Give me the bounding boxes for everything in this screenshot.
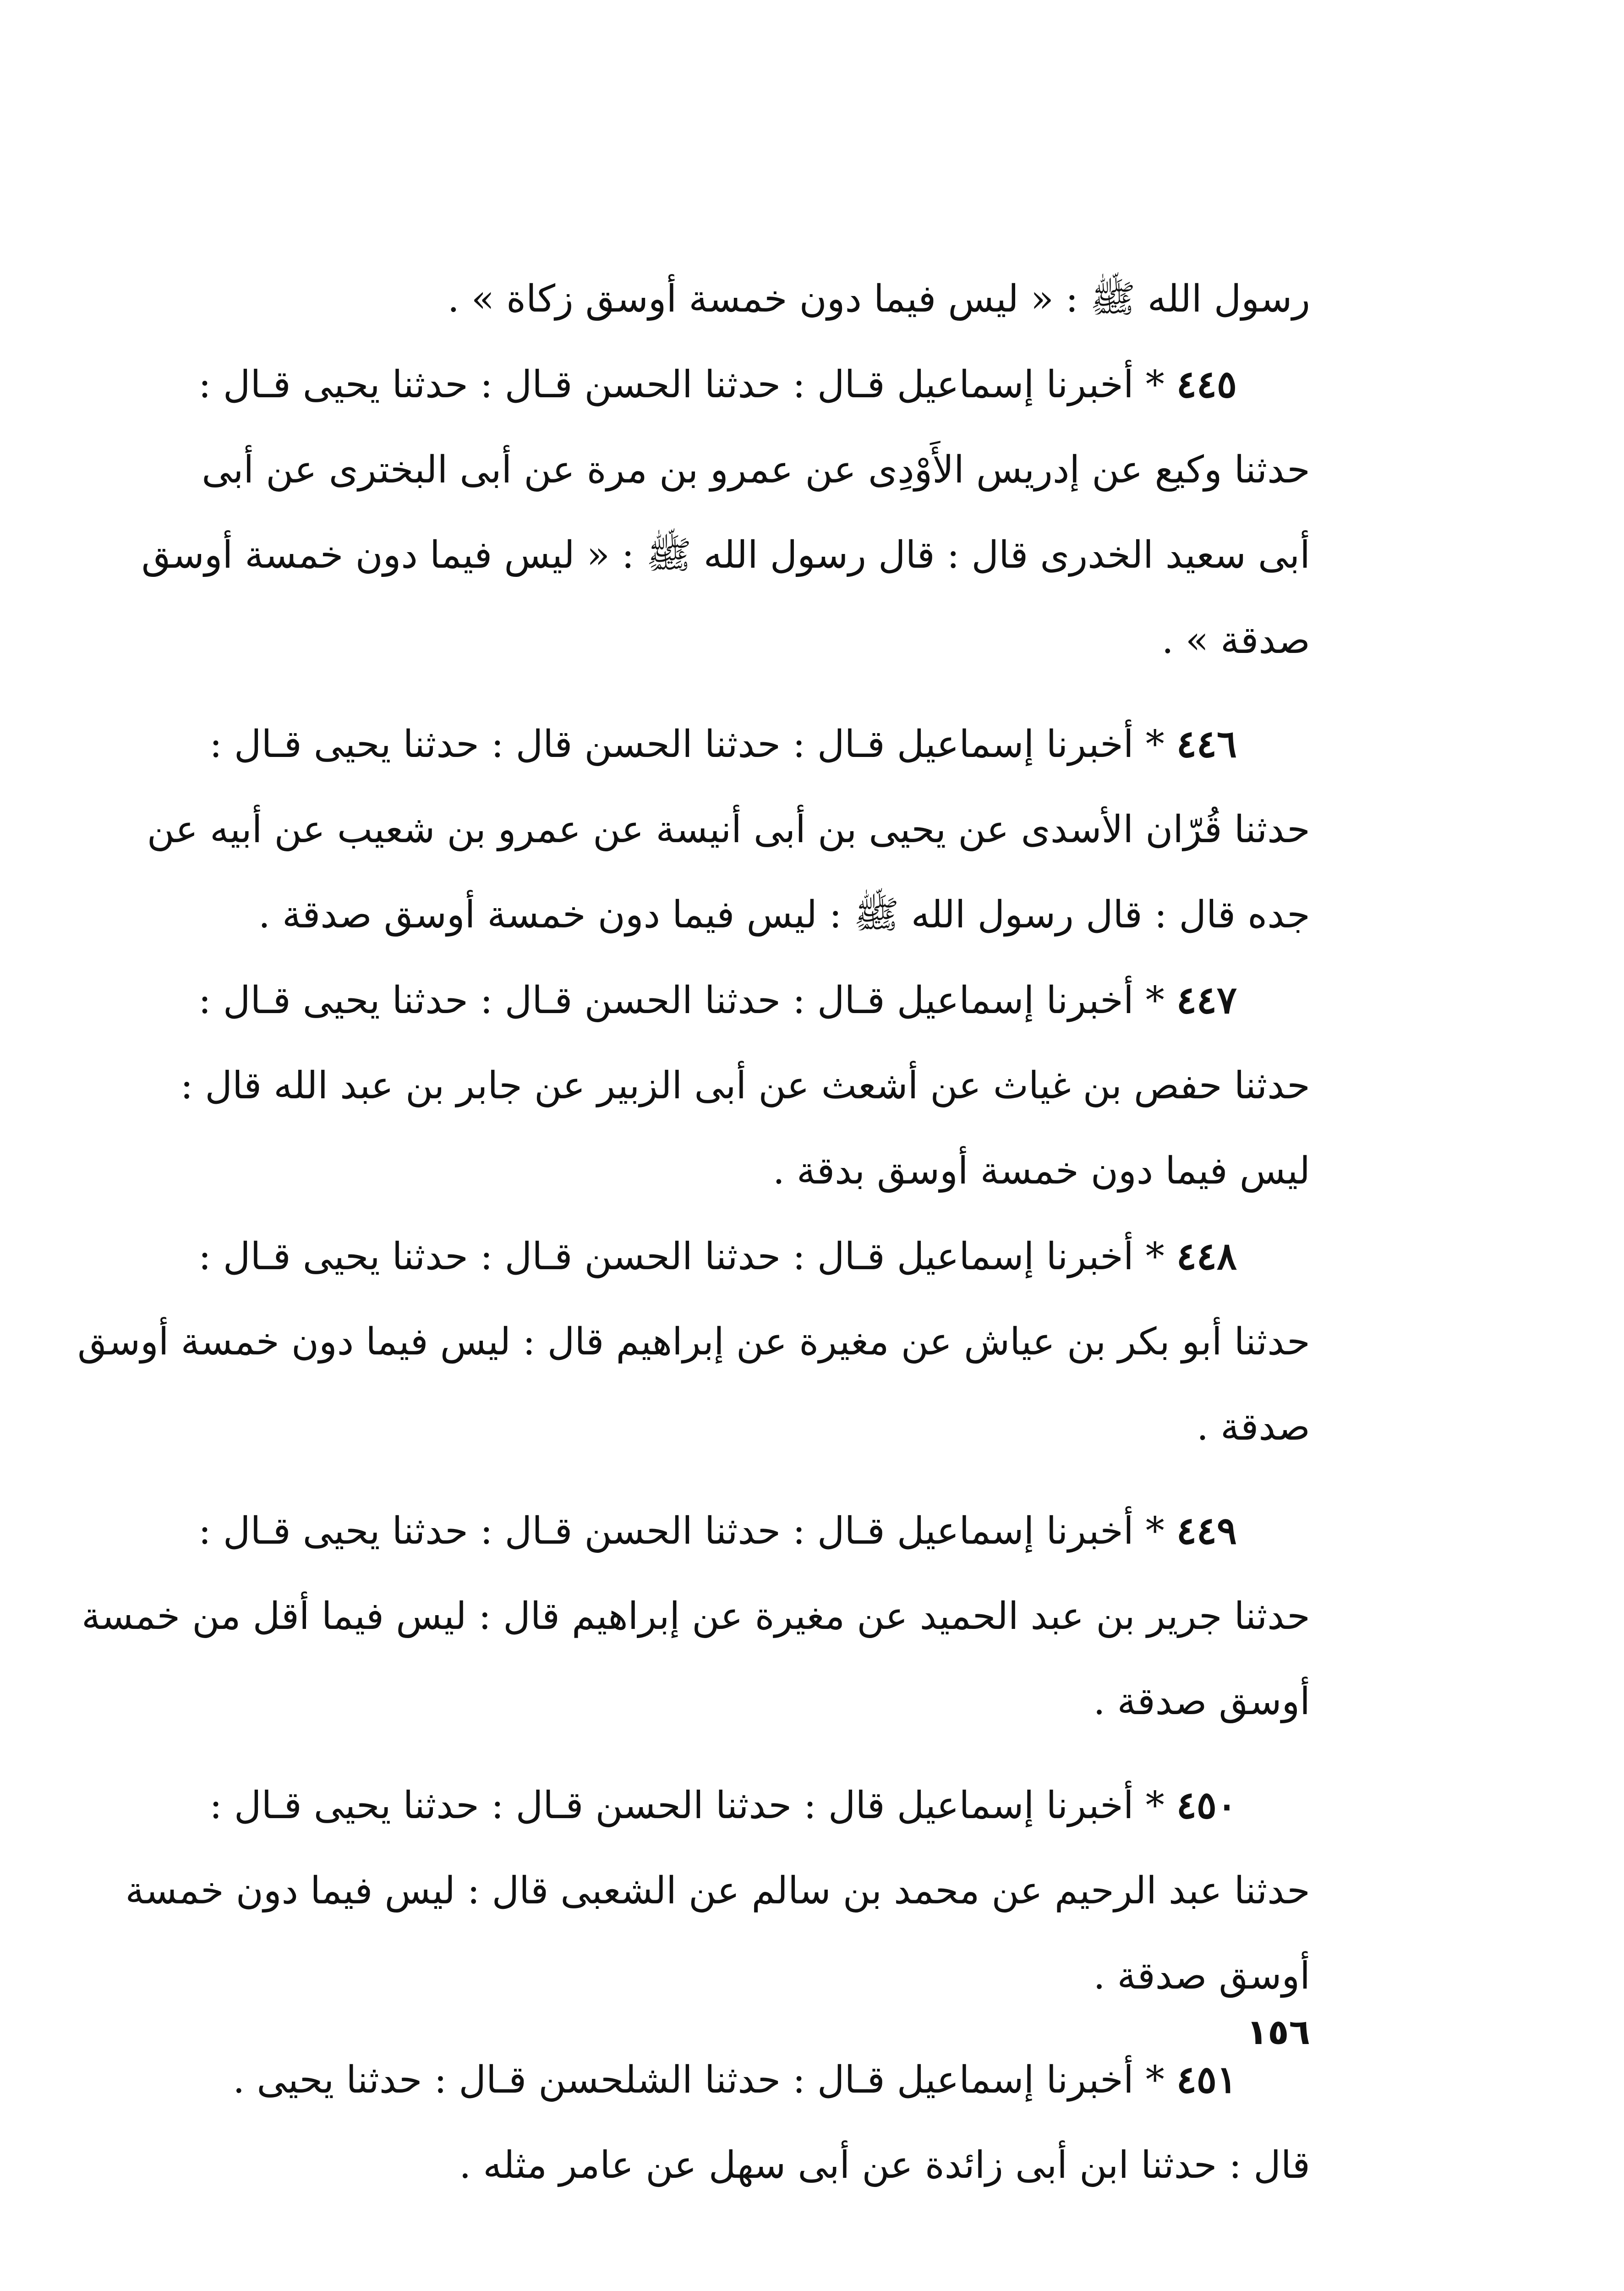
line-text: أبى سعيد الخدرى قال : قال رسول الله ﷺ : « ليس فيما دون خمسة أوسق bbox=[141, 533, 1310, 577]
hadith-number: ٤٤٧ bbox=[1176, 978, 1237, 1022]
text-line bbox=[233, 2037, 1310, 2123]
text-line bbox=[198, 342, 1310, 428]
line-text: صدقة » . bbox=[1161, 619, 1310, 662]
text-line bbox=[275, 1129, 1310, 1214]
text-line bbox=[209, 702, 1310, 787]
line-text: * أخبرنا إسماعيل قـال : حدثنا الحسن قـال : حدثنا يحيى قـال : bbox=[198, 1235, 1176, 1278]
line-text: ليس فيما دون خمسة أوسق بدقة . bbox=[772, 1149, 1310, 1193]
text-line bbox=[202, 428, 1310, 513]
text-line bbox=[275, 2123, 1310, 2208]
hadith-text-block bbox=[77, 257, 1310, 2208]
line-text: * أخبرنا إسماعيل قـال : حدثنا الحسن قـال : حدثنا يحيى قـال : bbox=[198, 979, 1176, 1022]
line-text: حدثنا جرير بن عبد الحميد عن مغيرة عن إبراهيم قال : ليس فيما أقل من خمسة bbox=[81, 1595, 1310, 1638]
text-line bbox=[141, 513, 1310, 598]
paragraph-gap bbox=[275, 683, 1310, 702]
line-text: * أخبرنا إسماعيل قـال : حدثنا الحسن قـال : حدثنا يحيى قـال : bbox=[198, 363, 1176, 406]
paragraph-gap bbox=[275, 2019, 1310, 2037]
line-text: * أخبرنا إسماعيل قـال : حدثنا الحسن قـال : حدثنا يحيى قـال : bbox=[198, 1509, 1176, 1553]
hadith-number: ٤٥٠ bbox=[1176, 1783, 1237, 1827]
text-line bbox=[198, 958, 1310, 1043]
paragraph-gap bbox=[275, 1470, 1310, 1488]
line-text: حدثنا حفص بن غياث عن أشعث عن أبى الزبير عن جابر بن عبد الله قال : bbox=[180, 1064, 1310, 1107]
line-text: * أخبرنا إسماعيل قال : حدثنا الحسن قـال : حدثنا يحيى قـال : bbox=[209, 1784, 1176, 1827]
hadith-number: ٤٤٨ bbox=[1176, 1234, 1237, 1278]
line-text: صدقة . bbox=[1197, 1405, 1310, 1449]
text-line bbox=[198, 1214, 1310, 1299]
page-number: ١٥٦ bbox=[1246, 2011, 1310, 2052]
paragraph-gap bbox=[275, 1744, 1310, 1763]
line-text: حدثنا عبد الرحيم عن محمد بن سالم عن الشعبى قال : ليس فيما دون خمسة bbox=[125, 1869, 1310, 1913]
text-line bbox=[180, 1043, 1310, 1129]
line-text: قال : حدثنا ابن أبى زائدة عن أبى سهل عن عامر مثله . bbox=[459, 2143, 1310, 2187]
line-text: رسول الله ﷺ : « ليس فيما دون خمسة أوسق زكاة » . bbox=[447, 277, 1310, 321]
line-text: حدثنا أبو بكر بن عياش عن مغيرة عن إبراهيم قال : ليس فيما دون خمسة أوسق bbox=[77, 1320, 1310, 1364]
text-line bbox=[147, 787, 1310, 872]
line-text: حدثنا قُرّان الأسدى عن يحيى بن أبى أنيسة عن عمرو بن شعيب عن أبيه عن bbox=[147, 808, 1310, 851]
line-text: أوسق صدقة . bbox=[1093, 1680, 1310, 1723]
text-line bbox=[209, 1763, 1310, 1848]
hadith-number: ٤٤٥ bbox=[1176, 362, 1237, 406]
line-text: جده قال : قال رسول الله ﷺ : ليس فيما دون خمسة أوسق صدقة . bbox=[258, 893, 1310, 937]
line-text: حدثنا وكيع عن إدريس الأَوْدِى عن عمرو بن مرة عن أبى البخترى عن أبى bbox=[202, 448, 1310, 492]
text-line bbox=[258, 872, 1310, 958]
text-line bbox=[125, 1848, 1310, 1934]
text-line bbox=[275, 598, 1310, 683]
line-text: * أخبرنا إسماعيل قـال : حدثنا الشلحسن قـال : حدثنا يحيى . bbox=[233, 2058, 1176, 2102]
text-line bbox=[275, 1934, 1310, 2019]
text-line bbox=[81, 1574, 1310, 1659]
hadith-number: ٤٥١ bbox=[1176, 2058, 1237, 2102]
text-line bbox=[275, 1659, 1310, 1744]
line-text: * أخبرنا إسماعيل قـال : حدثنا الحسن قال : حدثنا يحيى قـال : bbox=[209, 723, 1176, 766]
hadith-number: ٤٤٦ bbox=[1176, 722, 1237, 766]
text-line bbox=[198, 1488, 1310, 1574]
text-line bbox=[275, 257, 1310, 342]
text-line bbox=[77, 1299, 1310, 1385]
line-text: أوسق صدقة . bbox=[1093, 1954, 1310, 1998]
text-line bbox=[275, 1385, 1310, 1470]
hadith-number: ٤٤٩ bbox=[1176, 1509, 1237, 1553]
